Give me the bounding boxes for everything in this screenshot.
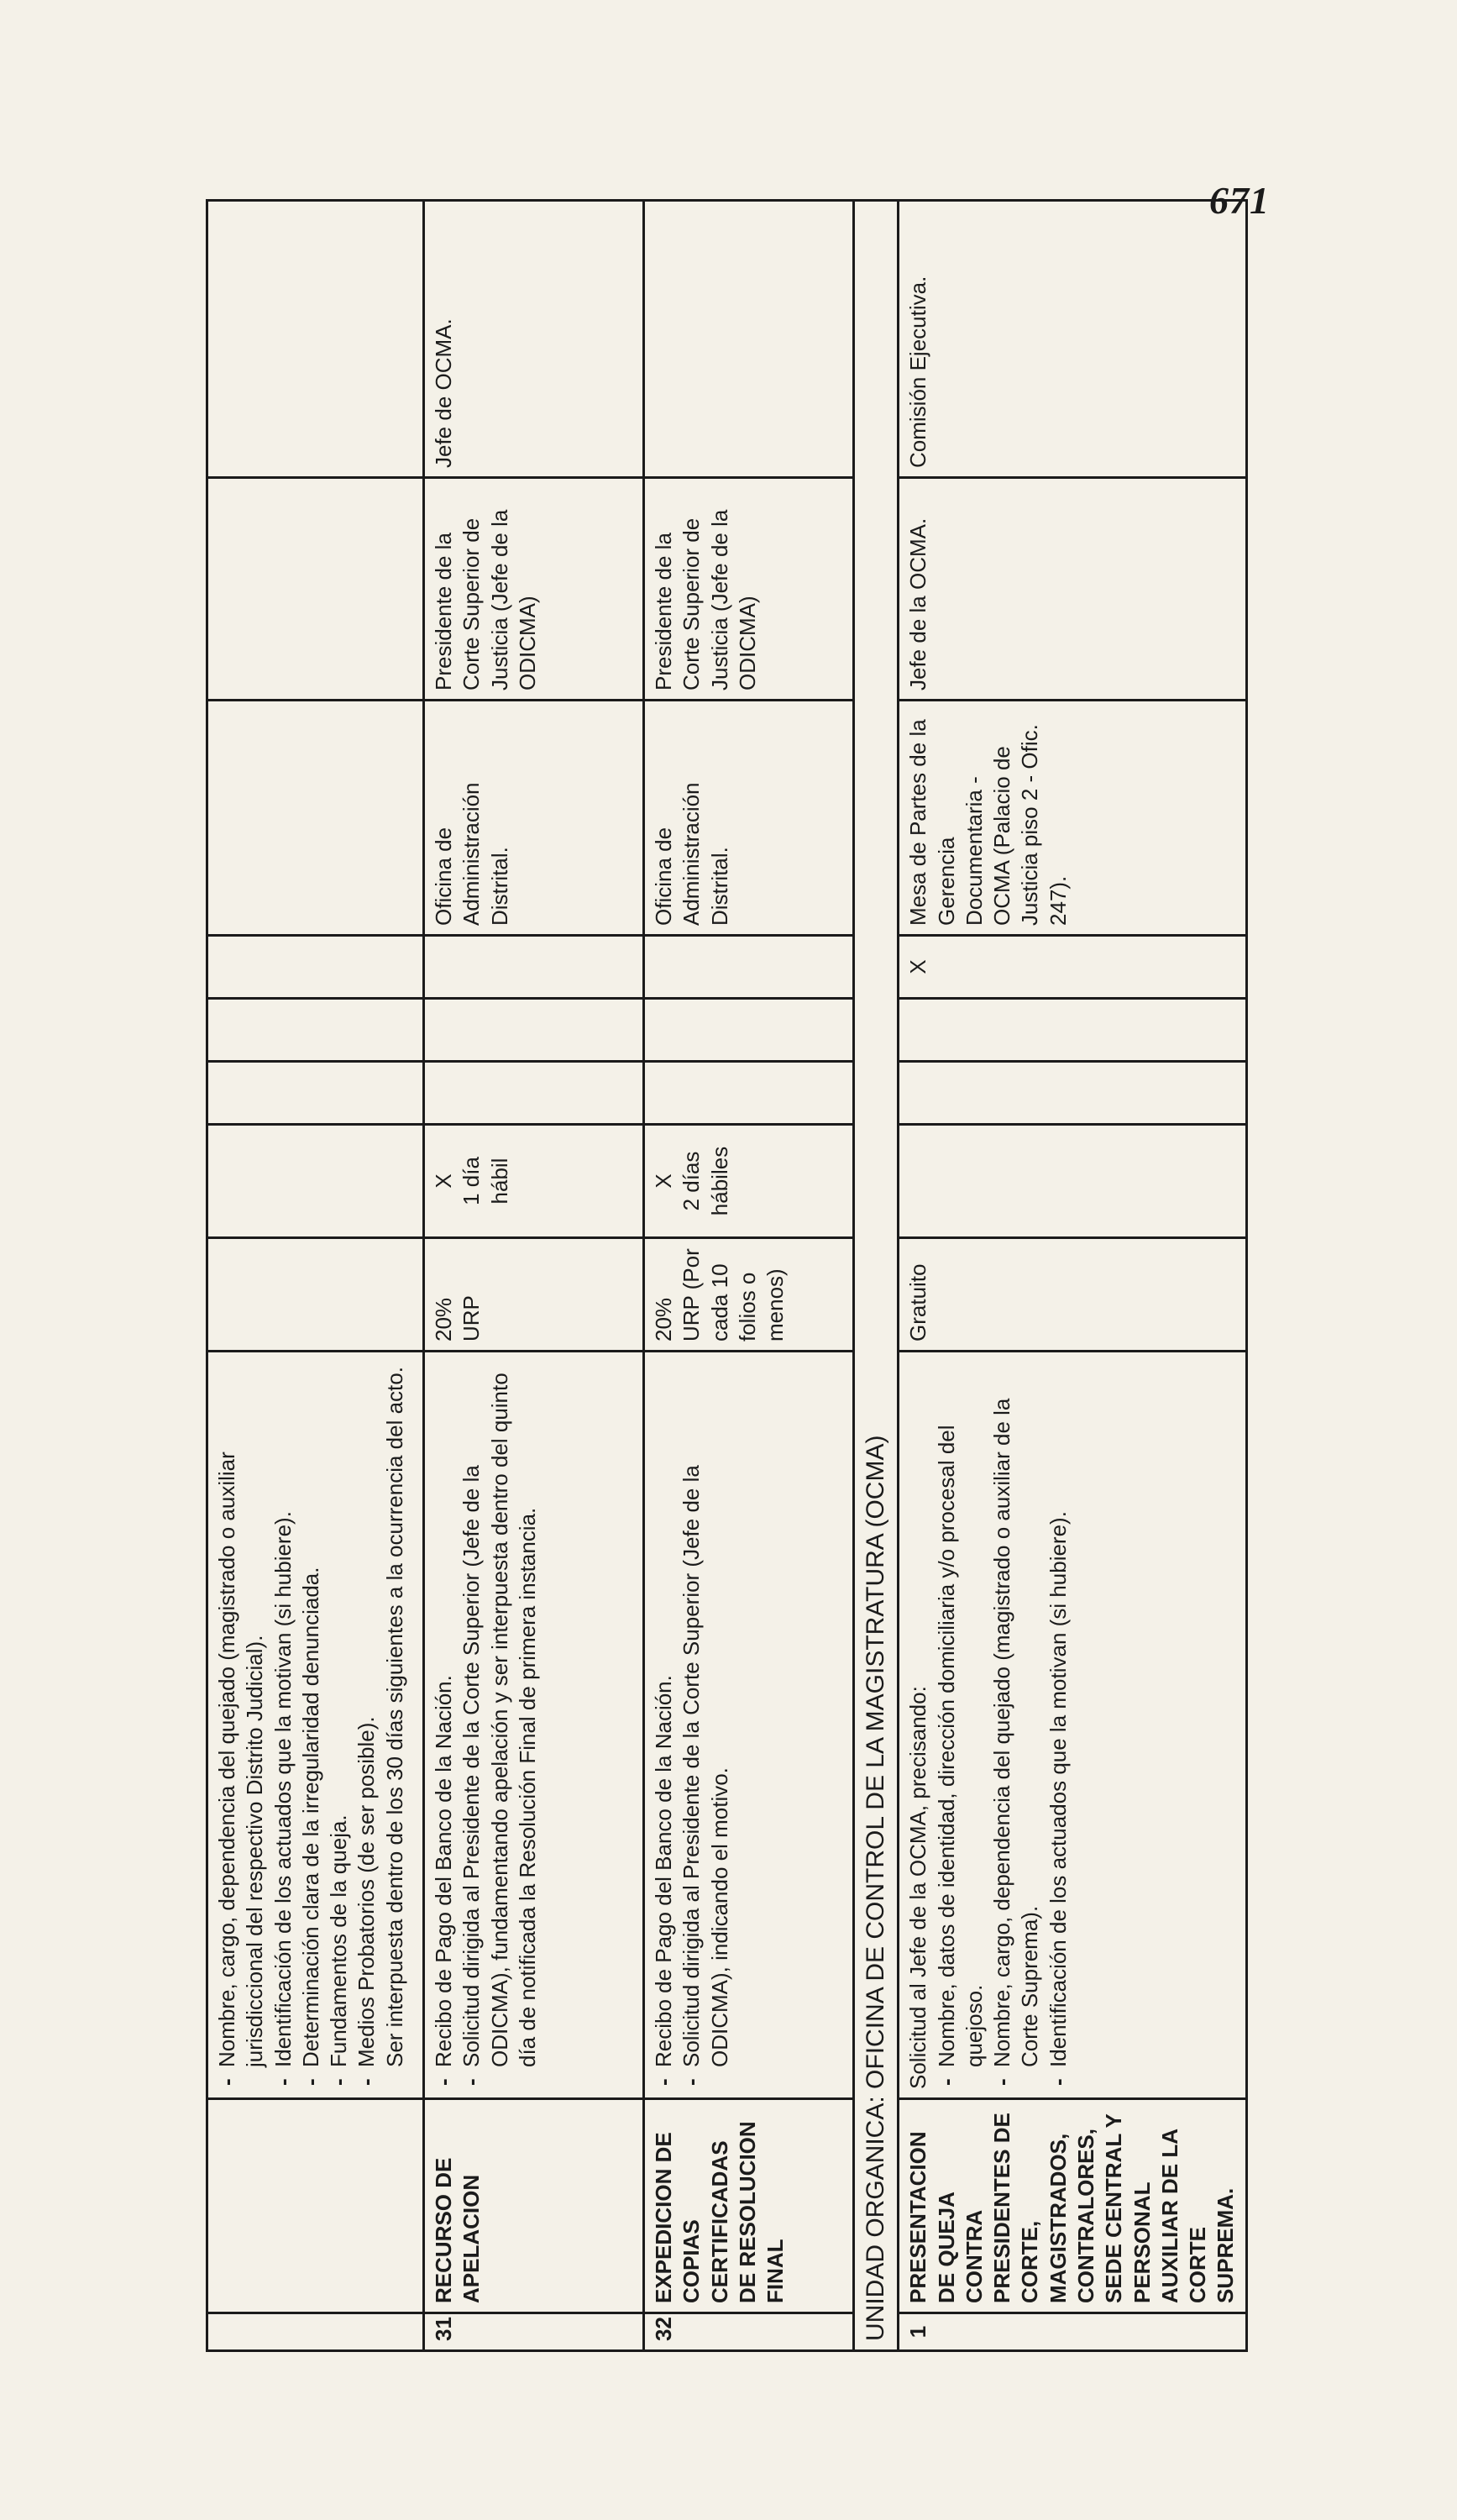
requirement-item: - Fundamentos de la queja.	[325, 1361, 353, 2089]
cell-blank	[207, 999, 424, 1062]
fee: 20% URP (Por cada 10 folios o menos)	[644, 1238, 854, 1352]
section-title: UNIDAD ORGANICA: OFICINA DE CONTROL DE LA MAGISTRATURA (OCMA)	[854, 201, 899, 2351]
procedures-table	[206, 199, 1248, 2352]
authority: Presidente de la Corte Superior de Justicia (Jefe de la ODICMA)	[424, 478, 644, 701]
procedure-name: PRESENTACION DE QUEJA CONTRA PRESIDENTES DE CORTE, MAGISTRADOS, CONTRALORES, SEDE CENTRAL Y PERSONAL AUXILIAR DE LA CORTE SUPREMA.	[899, 2099, 1246, 2313]
cell-requirements	[424, 1352, 644, 2099]
cell-mark	[424, 936, 644, 999]
authority: Jefe de la OCMA.	[899, 478, 1246, 701]
page-number: 671	[1209, 179, 1270, 222]
requirement-item: - Solicitud dirigida al Presidente de la Corte Superior (Jefe de la ODICMA), fundamentando apelación y ser interpuesta dentro del quinto día de notificada la Resolución Final de primera instancia.	[458, 1361, 542, 2089]
cell-requirements	[899, 1352, 1246, 2099]
cell-blank	[644, 999, 854, 1062]
cell-mark	[644, 936, 854, 999]
requirement-item: - Determinación clara de la irregularidad denunciada.	[297, 1361, 325, 2089]
cell-days	[899, 1125, 1246, 1238]
requirement-item: - Identificación de los actuados que la motivan (si hubiere).	[270, 1361, 297, 2089]
appeal-authority	[644, 201, 854, 478]
mark-x: X	[899, 936, 1246, 999]
requirement-item: - Recibo de Pago del Banco de la Nación.	[650, 1361, 678, 2089]
section-header-row	[854, 201, 899, 2351]
requirements-intro: Solicitud al Jefe de la OCMA, precisando:	[905, 1686, 931, 2089]
cell-requirements	[207, 1352, 424, 2099]
row-number: 1	[899, 2313, 1246, 2351]
table-row-31	[424, 201, 644, 2351]
cell-num	[207, 2313, 424, 2351]
cell-blank	[899, 999, 1246, 1062]
appeal-authority: Jefe de OCMA.	[424, 201, 644, 478]
cell-blank	[899, 1062, 1246, 1125]
cell-blank	[424, 1062, 644, 1125]
office: Oficina de Administración Distrital.	[644, 701, 854, 936]
cell-mark	[207, 936, 424, 999]
cell-blank	[644, 1062, 854, 1125]
mark-x: X	[651, 1173, 676, 1189]
cell-procedure	[207, 2099, 424, 2313]
requirement-item: - Medios Probatorios (de ser posible).	[353, 1361, 380, 2089]
appeal-authority: Comisión Ejecutiva.	[899, 201, 1246, 478]
days-text: 2 días hábiles	[679, 1146, 732, 1216]
term-cell	[424, 1125, 644, 1238]
rotated-table-wrapper	[206, 202, 1281, 2352]
office: Mesa de Partes de la Gerencia Documentaria - OCMA (Palacio de Justicia piso 2 - Ofic. 247).	[899, 701, 1246, 936]
cell-requirements	[644, 1352, 854, 2099]
cell-appeal	[207, 201, 424, 478]
requirement-item: Ser interpuesta dentro de los 30 días siguientes a la ocurrencia del acto.	[381, 1367, 407, 2067]
cell-blank	[207, 1062, 424, 1125]
table-row-1	[899, 201, 1246, 2351]
requirement-item: - Solicitud dirigida al Presidente de la Corte Superior (Jefe de la ODICMA), indicando el motivo.	[678, 1361, 734, 2089]
requirement-item: - Nombre, datos de identidad, dirección domiciliaria y/o procesal del quejoso.	[933, 1361, 989, 2089]
term-cell	[644, 1125, 854, 1238]
cell-blank	[424, 999, 644, 1062]
authority: Presidente de la Corte Superior de Justicia (Jefe de la ODICMA)	[644, 478, 854, 701]
cell-office	[207, 701, 424, 936]
table-row-continuation	[207, 201, 424, 2351]
cell-days	[207, 1125, 424, 1238]
requirement-item: - Nombre, cargo, dependencia del quejado (magistrado o auxiliar jurisdiccional del respectivo Distrito Judicial).	[213, 1361, 270, 2089]
cell-fee	[207, 1238, 424, 1352]
requirement-item: - Identificación de los actuados que la motivan (si hubiere).	[1045, 1361, 1072, 2089]
table-row-32	[644, 201, 854, 2351]
row-number: 32	[644, 2313, 854, 2351]
requirement-item: - Recibo de Pago del Banco de la Nación.	[430, 1361, 458, 2089]
requirement-item: - Nombre, cargo, dependencia del quejado (magistrado o auxiliar de la Corte Suprema).	[988, 1361, 1045, 2089]
fee: 20% URP	[424, 1238, 644, 1352]
procedure-name: RECURSO DE APELACION	[424, 2099, 644, 2313]
procedure-name: EXPEDICION DE COPIAS CERTIFICADAS DE RESOLUCION FINAL	[644, 2099, 854, 2313]
fee: Gratuito	[899, 1238, 1246, 1352]
row-number: 31	[424, 2313, 644, 2351]
mark-x: X	[431, 1173, 456, 1189]
office: Oficina de Administración Distrital.	[424, 701, 644, 936]
cell-authority	[207, 478, 424, 701]
days-text: 1 día hábil	[459, 1157, 512, 1205]
